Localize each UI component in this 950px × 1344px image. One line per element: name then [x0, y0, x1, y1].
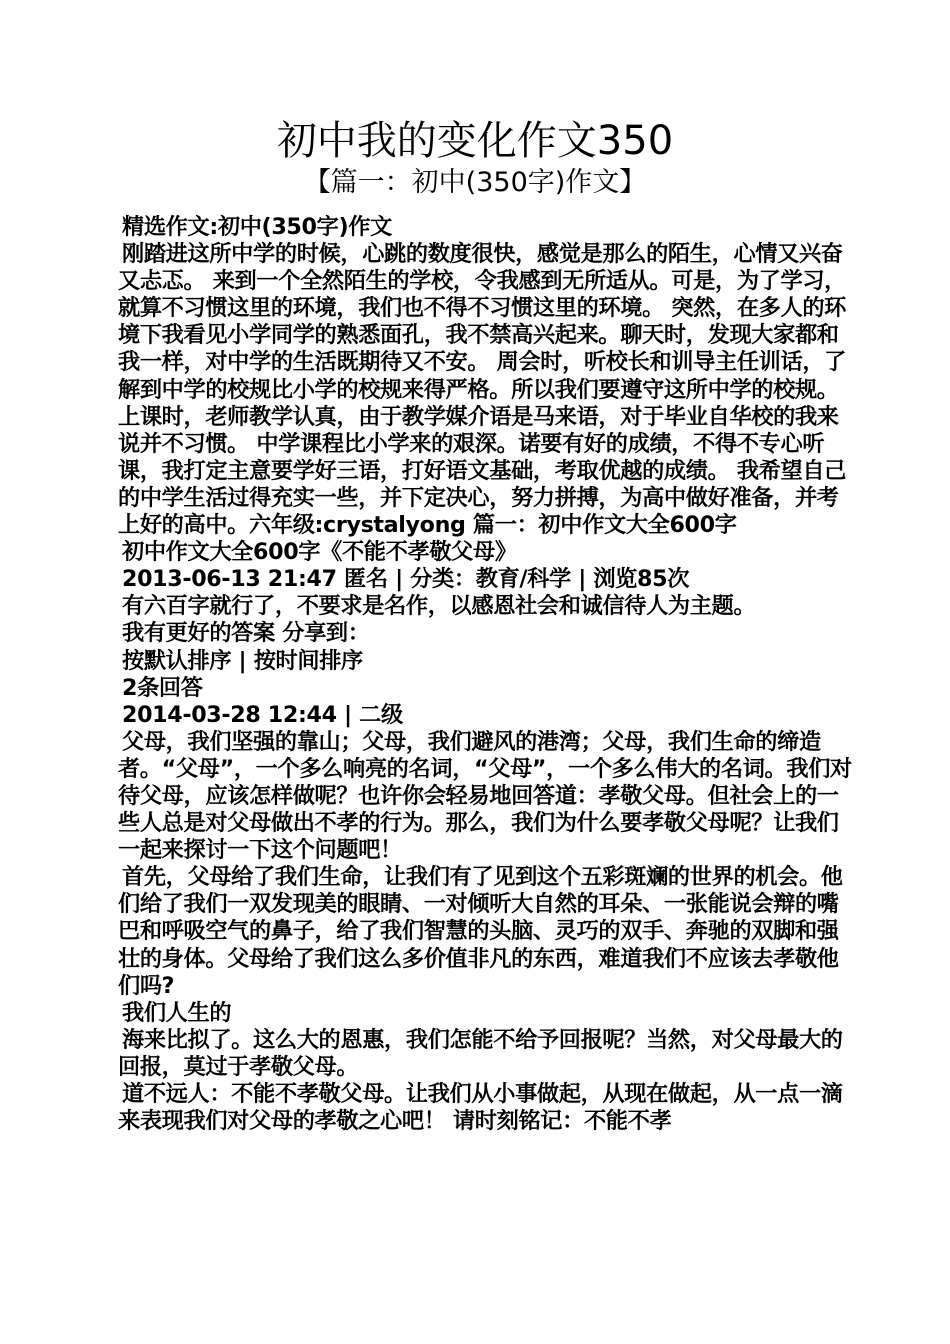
document-subtitle: 【篇一：初中(350字)作文】: [303, 167, 647, 198]
answer-paragraph: 我们人生的: [122, 999, 232, 1026]
answer-paragraph: 首先，父母给了我们生命，让我们有了见到这个五彩斑斓的世界的机会。他们给了我们一双发现美的眼睛、一对倾听大自然的耳朵、一张能说会辩的嘴巴和呼吸空气的鼻子，给了我们智慧的头脑、灵巧的双手、奔驰的双脚和强壮的身体。父母给了我们这么多价值非凡的东西，难道我们不应该去孝敬他们吗?: [118, 864, 843, 999]
question-text: 有六百字就行了，不要求是名作，以感恩社会和诚信待人为主题。: [122, 593, 756, 620]
essay-paragraph: 刚踏进这所中学的时候，心跳的数度很快，感觉是那么的陌生，心情又兴奋又忐忑。 来到一个全然陌生的学校，令我感到无所适从。可是，为了学习，就算不习惯这里的环境，我们也不得不习惯这里的环境。 突然，在多人的环境下我看见小学同学的熟悉面孔，我不禁高兴起来。聊天时，发现大家都和我一样，对中学的生活既期待又不安。 周会时，听校长和训导主任训话，了解到中学的校规比小学的校规来得严格。所以我们要遵守这所中学的校规。上课时，老师教学认真，由于教学媒介语是马来语，对于毕业自华校的我来说并不习惯。 中学课程比小学来的艰深。诺要有好的成绩，不得不专心听课，我打定主意要学好三语，打好语文基础，考取优越的成绩。 我希望自己的中学生活过得充实一些，并下定决心，努力拼搏，为高中做好准备，并考上好的高中。六年级:crystalyong 篇一：初中作文大全600字: [118, 241, 847, 539]
answer-paragraph: 海来比拟了。这么大的恩惠，我们怎能不给予回报呢？当然，对父母最大的回报，莫过于孝敬父母。: [118, 1026, 843, 1080]
answer-share-line: 我有更好的答案 分享到：: [122, 620, 370, 647]
document-body: [118, 214, 858, 1135]
article-title: 初中作文大全600字《不能不孝敬父母》: [122, 539, 517, 566]
question-meta: 2013-06-13 21:47 匿名 | 分类：教育/科学 | 浏览85次: [122, 566, 690, 593]
answer-paragraph: 道不远人：不能不孝敬父母。让我们从小事做起，从现在做起，从一点一滴来表现我们对父母的孝敬之心吧！ 请时刻铭记：不能不孝: [118, 1081, 843, 1135]
answer-meta: 2014-03-28 12:44 | 二级: [122, 701, 403, 728]
answer-paragraph: 父母，我们坚强的靠山；父母，我们避风的港湾；父母，我们生命的缔造者。“父母”，一个多么响亮的名词，“父母”，一个多么伟大的名词。我们对待父母，应该怎样做呢？也许你会轻易地回答道：孝敬父母。但社会上的一些人总是对父母做出不孝的行为。那么，我们为什么要孝敬父母呢？让我们一起来探讨一下这个问题吧！: [118, 728, 852, 864]
document-title: 初中我的变化作文350: [276, 118, 674, 164]
essay-heading: 精选作文:初中(350字)作文: [122, 214, 392, 240]
sort-options: 按默认排序 | 按时间排序: [122, 647, 363, 674]
answer-count: 2条回答: [122, 674, 203, 701]
